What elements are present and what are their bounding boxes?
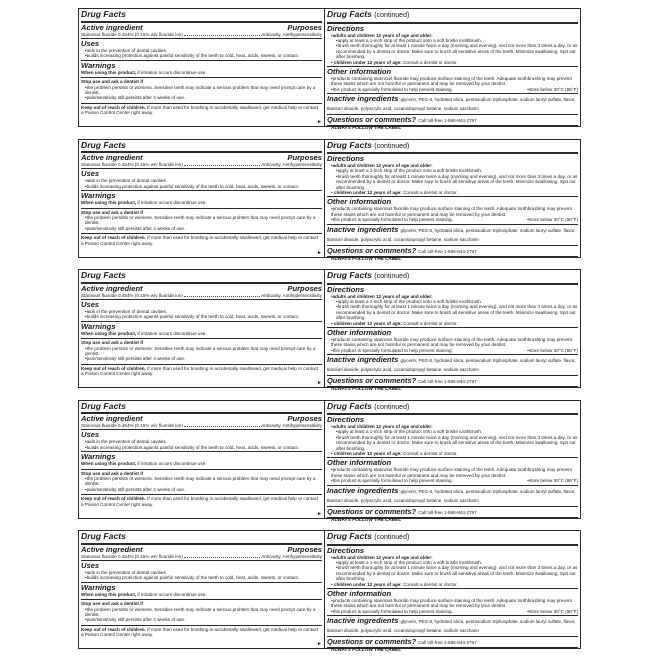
stop-use-item: • the problem persists or worsens. Sensitive teeth may indicate a serious problem that may need prompt care by a dentist. xyxy=(81,346,322,357)
warnings-header: Warnings xyxy=(81,60,322,70)
uses-header: Uses xyxy=(81,429,322,439)
directions-child xyxy=(327,451,578,456)
always-follow-label: ALWAYS FOLLOW THE LABEL xyxy=(327,125,578,132)
continued-label: (continued) xyxy=(374,142,410,150)
active-ingredient-section xyxy=(81,282,322,293)
other-info-item: • products containing stannous fluoride may produce surface staining of the teeth. Adequate toothbrushing may prevent these stains which are not harmful or permanent and may be removed by your dentist. xyxy=(327,467,578,478)
keep-out-of-reach xyxy=(81,364,322,377)
questions-section xyxy=(327,245,578,256)
questions-header: Questions or comments? xyxy=(327,376,417,386)
drug-facts-continued-title xyxy=(327,141,578,152)
stop-use-item: • pain/sensitivity still persists after 4 weeks of use. xyxy=(81,356,322,361)
active-ingredient-row xyxy=(81,32,322,37)
continued-label: (continued) xyxy=(374,534,410,541)
drug-facts-title: Drug Facts xyxy=(81,531,126,541)
directions-child-bold: children under 12 years of age: xyxy=(333,581,402,587)
questions-section xyxy=(327,506,578,517)
directions-child-bold: children under 12 years of age: xyxy=(333,451,402,457)
active-ingredient-header: Active ingredient xyxy=(81,283,143,293)
questions-phone: Call toll-free 1-866-844-2797 xyxy=(418,248,477,254)
active-ingredient: Stannous fluoride 0.454% (0.15% w/v fluoride ion) xyxy=(81,31,183,37)
inactive-ingredients-header: Inactive ingredients xyxy=(327,485,399,495)
directions-child xyxy=(327,60,578,65)
warnings-header: Warnings xyxy=(81,321,322,331)
warning-when-using xyxy=(81,461,322,466)
directions-header: Directions xyxy=(327,152,578,163)
drug-facts-right-column xyxy=(325,531,580,654)
drug-facts-title: Drug Facts xyxy=(81,400,126,411)
keep-out-bold: Keep out of reach of children. xyxy=(81,235,146,241)
drug-facts-right-column xyxy=(325,9,580,132)
purposes-header: Purposes xyxy=(287,22,322,32)
directions-item: • brush teeth thoroughly for at least 1 minute twice a day (morning and evening), and not more than 3 times a day, or as recommended by a dentist or doctor. Make sure to brush all sensitive areas of the teeth. Minimize swallowing. Spit out after brushing. xyxy=(327,43,578,59)
warning-when-using-rest: if irritation occurs discontinue use. xyxy=(137,69,207,75)
inactive-ingredients-section xyxy=(327,93,578,113)
inactive-ingredients: glycerin, PEG-8, hydrated silica, pentasodium triphosphate, sodium lauryl sulfate, flavor, titanium dioxide, polyacrylic acid, cocamidopropyl betaine, sodium saccharin xyxy=(327,358,576,373)
drug-facts-left-column xyxy=(79,401,325,518)
always-follow-label: ALWAYS FOLLOW THE LABEL xyxy=(327,386,578,393)
keep-out-bold: Keep out of reach of children. xyxy=(81,496,146,502)
active-ingredient-row xyxy=(81,293,322,298)
questions-section xyxy=(327,375,578,386)
other-info-header: Other information xyxy=(327,327,578,337)
other-info-row xyxy=(327,348,578,353)
other-info-row xyxy=(327,87,578,92)
directions-item: • apply at least a 1-inch strip of the product onto a soft bristle toothbrush. xyxy=(327,38,578,43)
directions-item: • apply at least a 1-inch strip of the product onto a soft bristle toothbrush. xyxy=(327,168,578,173)
inactive-ingredients-section xyxy=(327,485,578,505)
active-ingredient-header: Active ingredient xyxy=(81,22,143,32)
uses-header: Uses xyxy=(81,560,322,570)
warnings-header: Warnings xyxy=(81,582,322,592)
active-ingredient-header: Active ingredient xyxy=(81,153,143,162)
active-ingredient: Stannous fluoride 0.454% (0.15% w/v fluoride ion) xyxy=(81,553,183,559)
other-info-item: • products containing stannous fluoride may produce surface staining of the teeth. Adequate toothbrushing may prevent these stains which are not harmful or permanent and may be removed by your dentist. xyxy=(327,76,578,87)
questions-phone: Call toll-free 1-866-844-2797 xyxy=(418,640,477,646)
drug-facts-title: Drug Facts xyxy=(81,139,126,150)
warning-when-using-bold: When using this product, xyxy=(81,330,137,336)
drug-facts-continued-title xyxy=(327,271,578,282)
keep-out-rest: If more than used for brushing is accidentally swallowed, get medical help or contact a Poison Control Center right away. xyxy=(81,235,319,246)
stop-use-item: • the problem persists or worsens. Sensitive teeth may indicate a serious problem that may need prompt care by a dentist. xyxy=(81,215,322,226)
directions-child-bold: children under 12 years of age: xyxy=(333,190,402,196)
inactive-ingredients-header: Inactive ingredients xyxy=(327,616,399,626)
drug-facts-right-column xyxy=(325,139,580,262)
purposes-header: Purposes xyxy=(287,544,322,554)
directions-adult: • adults and children 12 years of age and older: xyxy=(327,294,578,299)
other-info-row xyxy=(327,609,578,614)
drug-facts-continued-title xyxy=(327,10,578,21)
directions-child xyxy=(327,582,578,587)
directions-header: Directions xyxy=(327,544,578,555)
other-info-item: • products containing stannous fluoride may produce surface staining of the teeth. Adequate toothbrushing may prevent these stains which are not harmful or permanent and may be removed by your dentist. xyxy=(327,598,578,609)
active-ingredient: Stannous fluoride 0.454% (0.15% w/v fluoride ion) xyxy=(81,423,183,428)
warning-when-using xyxy=(81,592,322,597)
keep-out-bold: Keep out of reach of children. xyxy=(81,104,146,110)
purpose: Anticavity, Antihypersensitivity xyxy=(261,31,322,37)
questions-phone: Call toll-free 1-866-844-2797 xyxy=(418,118,477,124)
other-info-item: • this product is specially formulated to help prevent staining. xyxy=(331,348,453,353)
other-info-item: • this product is specially formulated to help prevent staining. xyxy=(331,217,453,222)
inactive-ingredients: glycerin, PEG-8, hydrated silica, pentasodium triphosphate, sodium lauryl sulfate, flavor, titanium dioxide, polyacrylic acid, cocamidopropyl betaine, sodium saccharin xyxy=(327,488,576,503)
continued-arrow-icon: ► xyxy=(317,249,322,256)
active-ingredient-section xyxy=(81,151,322,162)
use-item: • builds increasing protection against painful sensitivity of the teeth to cold, heat, acids, sweets, or contact. xyxy=(81,53,322,58)
active-ingredient-section xyxy=(81,21,322,32)
warning-when-using-rest: if irritation occurs discontinue use. xyxy=(137,461,207,467)
active-ingredient-header: Active ingredient xyxy=(81,544,143,554)
directions-item: • brush teeth thoroughly for at least 1 minute twice a day (morning and evening), and not more than 3 times a day, or as recommended by a dentist or doctor. Make sure to brush all sensitive areas of the teeth. Minimize swallowing. Spit out after brushing. xyxy=(327,565,578,581)
directions-child-rest: Consult a dentist or doctor. xyxy=(403,581,458,587)
keep-out-rest: If more than used for brushing is accidentally swallowed, get medical help or contact a Poison Control Center right away. xyxy=(81,626,319,638)
directions-header: Directions xyxy=(327,22,578,33)
keep-out-of-reach xyxy=(81,233,322,246)
purposes-header: Purposes xyxy=(287,283,322,293)
drug-facts-continued-title xyxy=(327,532,578,543)
storage-info: • store below 30°C (86°F) xyxy=(527,217,578,222)
stop-use-header: Stop use and ask a dentist if xyxy=(81,208,322,215)
questions-phone: Call toll-free 1-866-844-2797 xyxy=(418,379,477,385)
other-info-item: • products containing stannous fluoride may produce surface staining of the teeth. Adequate toothbrushing may prevent these stains which are not harmful or permanent and may be removed by your dentist. xyxy=(327,337,578,348)
purposes-header: Purposes xyxy=(287,414,322,423)
active-ingredient: Stannous fluoride 0.454% (0.15% w/v fluoride ion) xyxy=(81,162,183,167)
warning-when-using-rest: if irritation occurs discontinue use. xyxy=(137,200,207,206)
drug-facts-title-continued: Drug Facts xyxy=(327,531,372,541)
uses-header: Uses xyxy=(81,299,322,309)
questions-section xyxy=(327,636,578,647)
storage-info: • store below 30°C (86°F) xyxy=(527,348,578,353)
keep-out-rest: If more than used for brushing is accidentally swallowed, get medical help or contact a Poison Control Center right away. xyxy=(81,104,319,116)
warning-when-using-rest: if irritation occurs discontinue use. xyxy=(137,591,207,597)
inactive-ingredients-header: Inactive ingredients xyxy=(327,224,399,234)
warning-when-using xyxy=(81,70,322,75)
directions-header: Directions xyxy=(327,283,578,294)
drug-facts-left-column xyxy=(79,9,325,126)
purpose: Anticavity, Antihypersensitivity xyxy=(261,553,322,559)
questions-phone: Call toll-free 1-866-844-2797 xyxy=(418,509,477,515)
other-info-header: Other information xyxy=(327,66,578,76)
active-ingredient-header: Active ingredient xyxy=(81,414,143,423)
storage-info: • store below 30°C (86°F) xyxy=(527,87,578,92)
drug-facts-right-column xyxy=(325,400,580,523)
use-item: • builds increasing protection against painful sensitivity of the teeth to cold, heat, acids, sweets, or contact. xyxy=(81,184,322,189)
drug-facts-title-continued: Drug Facts xyxy=(327,400,372,411)
stop-use-header: Stop use and ask a dentist if xyxy=(81,599,322,606)
inactive-ingredients-section xyxy=(327,224,578,244)
inactive-ingredients: glycerin, PEG-8, hydrated silica, pentasodium triphosphate, sodium lauryl sulfate, flavor, titanium dioxide, polyacrylic acid, cocamidopropyl betaine, sodium saccharin xyxy=(327,227,576,242)
keep-out-bold: Keep out of reach of children. xyxy=(81,626,146,632)
directions-child xyxy=(327,321,578,326)
always-follow-label: ALWAYS FOLLOW THE LABEL xyxy=(327,256,578,263)
other-info-header: Other information xyxy=(327,588,578,598)
warning-when-using-bold: When using this product, xyxy=(81,461,137,467)
stop-use-item: • the problem persists or worsens. Sensitive teeth may indicate a serious problem that may need prompt care by a dentist. xyxy=(81,85,322,96)
inactive-ingredients-section xyxy=(327,354,578,374)
questions-header: Questions or comments? xyxy=(327,637,417,647)
purpose: Anticavity, Antihypersensitivity xyxy=(261,423,322,428)
keep-out-bold: Keep out of reach of children. xyxy=(81,365,146,371)
warnings-header: Warnings xyxy=(81,451,322,461)
continued-arrow-icon: ► xyxy=(317,380,322,386)
inactive-ingredients-header: Inactive ingredients xyxy=(327,94,399,104)
stop-use-item: • pain/sensitivity still persists after 4 weeks of use. xyxy=(81,95,322,100)
keep-out-rest: If more than used for brushing is accidentally swallowed, get medical help or contact a Poison Control Center right away. xyxy=(81,496,319,507)
inactive-ingredients: glycerin, PEG-8, hydrated silica, pentasodium triphosphate, sodium lauryl sulfate, flavor, titanium dioxide, polyacrylic acid, cocamidopropyl betaine, sodium saccharin xyxy=(327,97,576,112)
questions-section xyxy=(327,114,578,125)
storage-info: • store below 30°C (86°F) xyxy=(527,609,578,614)
stop-use-item: • the problem persists or worsens. Sensitive teeth may indicate a serious problem that may need prompt care by a dentist. xyxy=(81,607,322,618)
directions-item: • apply at least a 1-inch strip of the product onto a soft bristle toothbrush. xyxy=(327,299,578,304)
continued-arrow-icon: ► xyxy=(317,510,322,517)
drug-facts-panel xyxy=(78,8,581,132)
directions-child-bold: children under 12 years of age: xyxy=(333,320,402,326)
stop-use-header: Stop use and ask a dentist if xyxy=(81,77,322,84)
directions-adult: • adults and children 12 years of age and older: xyxy=(327,33,578,38)
use-item: • aids in the prevention of dental cavities. xyxy=(81,178,322,183)
drug-facts-right-column xyxy=(325,270,580,393)
directions-header: Directions xyxy=(327,413,578,424)
drug-facts-title-continued: Drug Facts xyxy=(327,139,372,150)
active-ingredient-row xyxy=(81,162,322,167)
continued-arrow-icon: ► xyxy=(317,641,322,647)
keep-out-rest: If more than used for brushing is accidentally swallowed, get medical help or contact a Poison Control Center right away. xyxy=(81,365,319,377)
directions-adult: • adults and children 12 years of age and older: xyxy=(327,555,578,560)
stop-use-item: • pain/sensitivity still persists after 4 weeks of use. xyxy=(81,487,322,492)
active-ingredient-section xyxy=(81,543,322,554)
directions-child-rest: Consult a dentist or doctor. xyxy=(403,451,458,457)
drug-facts-panel xyxy=(78,269,581,393)
storage-info: • store below 30°C (86°F) xyxy=(527,478,578,483)
stop-use-header: Stop use and ask a dentist if xyxy=(81,469,322,476)
directions-item: • brush teeth thoroughly for at least 1 minute twice a day (morning and evening), and not more than 3 times a day, or as recommended by a dentist or doctor. Make sure to brush all sensitive areas of the teeth. Minimize swallowing. Spit out after brushing. xyxy=(327,435,578,451)
use-item: • aids in the prevention of dental cavities. xyxy=(81,48,322,53)
inactive-ingredients-header: Inactive ingredients xyxy=(327,355,399,365)
keep-out-of-reach xyxy=(81,103,322,116)
continued-label: (continued) xyxy=(374,273,410,280)
purpose: Anticavity, Antihypersensitivity xyxy=(261,292,322,298)
drug-facts-panel xyxy=(78,530,581,654)
questions-header: Questions or comments? xyxy=(327,506,417,516)
warning-when-using xyxy=(81,200,322,205)
stop-use-item: • pain/sensitivity still persists after 4 weeks of use. xyxy=(81,226,322,231)
drug-facts-continued-title xyxy=(327,402,578,413)
active-ingredient-section xyxy=(81,412,322,423)
other-info-header: Other information xyxy=(327,457,578,467)
directions-item: • apply at least a 1-inch strip of the product onto a soft bristle toothbrush. xyxy=(327,429,578,434)
continued-label: (continued) xyxy=(374,403,410,411)
drug-facts-left-column xyxy=(79,140,325,257)
warning-when-using xyxy=(81,331,322,336)
drug-facts-left-column xyxy=(79,531,325,648)
other-info-item: • this product is specially formulated to help prevent staining. xyxy=(331,478,453,483)
continued-arrow-icon: ► xyxy=(317,119,322,125)
drug-facts-title: Drug Facts xyxy=(81,9,126,19)
directions-item: • brush teeth thoroughly for at least 1 minute twice a day (morning and evening), and not more than 3 times a day, or as recommended by a dentist or doctor. Make sure to brush all sensitive areas of the teeth. Minimize swallowing. Spit out after brushing. xyxy=(327,174,578,190)
purposes-header: Purposes xyxy=(287,153,322,162)
always-follow-label: ALWAYS FOLLOW THE LABEL xyxy=(327,647,578,654)
warning-when-using-bold: When using this product, xyxy=(81,591,137,597)
warning-when-using-rest: if irritation occurs discontinue use. xyxy=(137,330,207,336)
inactive-ingredients: glycerin, PEG-8, hydrated silica, pentasodium triphosphate, sodium lauryl sulfate, flavor, titanium dioxide, polyacrylic acid, cocamidopropyl betaine, sodium saccharin xyxy=(327,619,576,634)
use-item: • builds increasing protection against painful sensitivity of the teeth to cold, heat, acids, sweets, or contact. xyxy=(81,314,322,319)
other-info-item: • this product is specially formulated to help prevent staining. xyxy=(331,87,453,92)
directions-child-rest: Consult a dentist or doctor. xyxy=(403,320,458,326)
directions-child-rest: Consult a dentist or doctor. xyxy=(403,59,458,65)
warnings-header: Warnings xyxy=(81,190,322,200)
uses-header: Uses xyxy=(81,38,322,48)
keep-out-of-reach xyxy=(81,625,322,638)
use-item: • builds increasing protection against painful sensitivity of the teeth to cold, heat, acids, sweets, or contact. xyxy=(81,445,322,450)
directions-child-bold: children under 12 years of age: xyxy=(333,59,402,65)
warning-when-using-bold: When using this product, xyxy=(81,200,137,206)
questions-header: Questions or comments? xyxy=(327,245,417,255)
use-item: • builds increasing protection against painful sensitivity of the teeth to cold, heat, acids, sweets, or contact. xyxy=(81,575,322,580)
purpose: Anticavity, Antihypersensitivity xyxy=(261,162,322,167)
directions-item: • brush teeth thoroughly for at least 1 minute twice a day (morning and evening), and not more than 3 times a day, or as recommended by a dentist or doctor. Make sure to brush all sensitive areas of the teeth. Minimize swallowing. Spit out after brushing. xyxy=(327,304,578,320)
use-item: • aids in the prevention of dental cavities. xyxy=(81,570,322,575)
questions-header: Questions or comments? xyxy=(327,115,417,125)
directions-adult: • adults and children 12 years of age and older: xyxy=(327,424,578,429)
use-item: • aids in the prevention of dental cavities. xyxy=(81,439,322,444)
drug-facts-panel xyxy=(78,400,581,523)
drug-facts-panel xyxy=(78,139,581,262)
other-info-item: • this product is specially formulated to help prevent staining. xyxy=(331,609,453,614)
always-follow-label: ALWAYS FOLLOW THE LABEL xyxy=(327,517,578,524)
directions-child-rest: Consult a dentist or doctor. xyxy=(403,190,458,196)
active-ingredient-row xyxy=(81,554,322,559)
keep-out-of-reach xyxy=(81,494,322,507)
active-ingredient: Stannous fluoride 0.454% (0.15% w/v fluoride ion) xyxy=(81,292,183,298)
other-info-row xyxy=(327,217,578,222)
stop-use-header: Stop use and ask a dentist if xyxy=(81,338,322,345)
other-info-row xyxy=(327,478,578,483)
continued-label: (continued) xyxy=(374,12,410,19)
drug-facts-title-continued: Drug Facts xyxy=(327,270,372,280)
active-ingredient-row xyxy=(81,423,322,428)
warning-when-using-bold: When using this product, xyxy=(81,69,137,75)
directions-item: • apply at least a 1-inch strip of the product onto a soft bristle toothbrush. xyxy=(327,560,578,565)
drug-facts-left-column xyxy=(79,270,325,387)
stop-use-item: • pain/sensitivity still persists after 4 weeks of use. xyxy=(81,617,322,622)
uses-header: Uses xyxy=(81,168,322,178)
drug-facts-title: Drug Facts xyxy=(81,270,126,280)
directions-child xyxy=(327,190,578,195)
drug-facts-title-continued: Drug Facts xyxy=(327,9,372,19)
other-info-header: Other information xyxy=(327,196,578,206)
use-item: • aids in the prevention of dental cavities. xyxy=(81,309,322,314)
directions-adult: • adults and children 12 years of age and older: xyxy=(327,163,578,168)
stop-use-item: • the problem persists or worsens. Sensitive teeth may indicate a serious problem that may need prompt care by a dentist. xyxy=(81,476,322,487)
other-info-item: • products containing stannous fluoride may produce surface staining of the teeth. Adequate toothbrushing may prevent these stains which are not harmful or permanent and may be removed by your dentist. xyxy=(327,206,578,217)
inactive-ingredients-section xyxy=(327,615,578,635)
